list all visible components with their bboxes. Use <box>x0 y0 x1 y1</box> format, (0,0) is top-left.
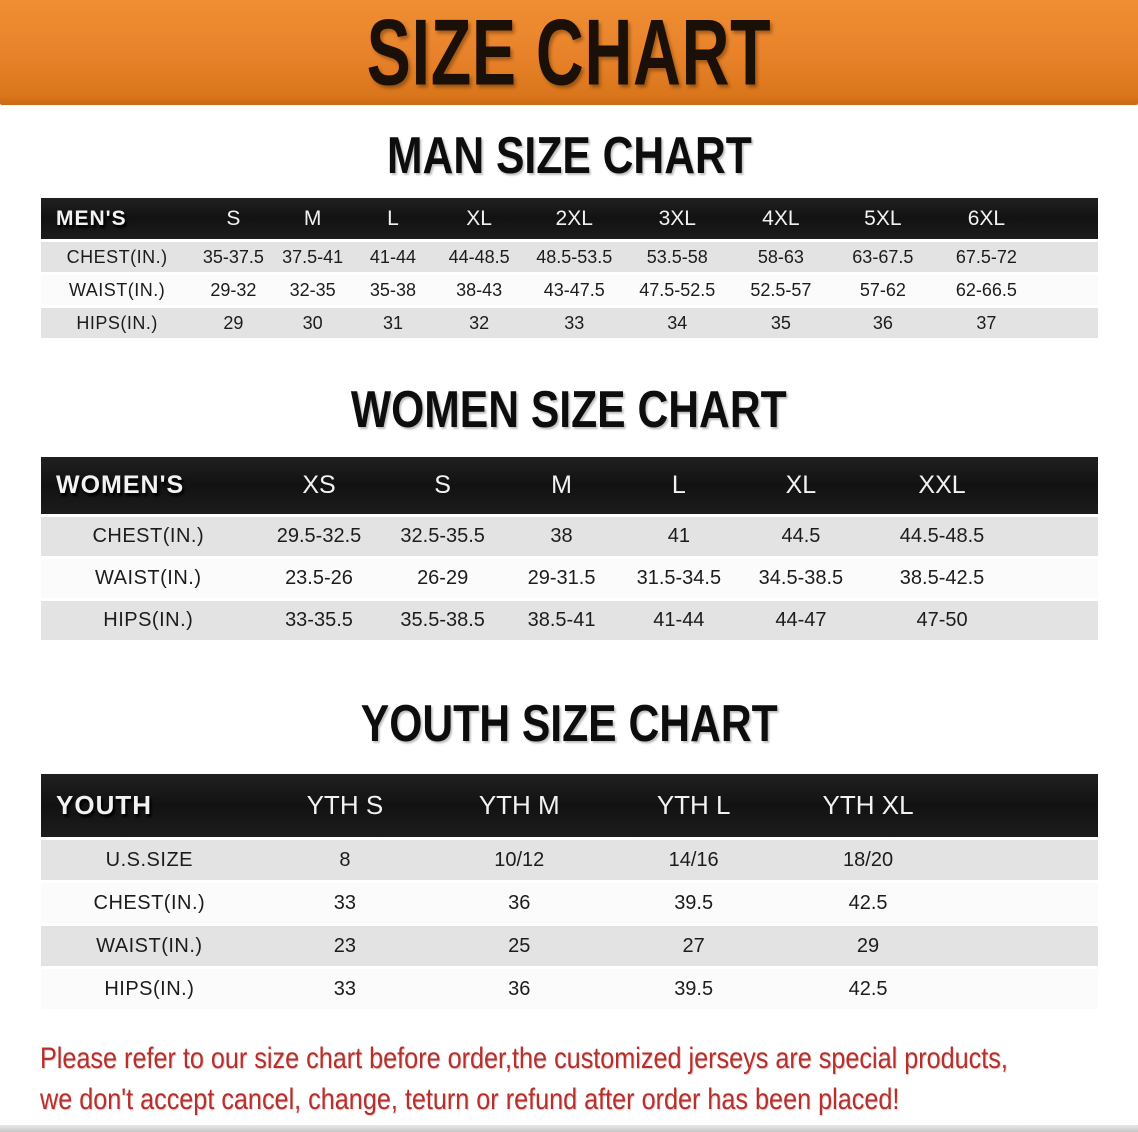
men-section-heading-text: MAN SIZE CHART <box>386 127 752 185</box>
men-col-header: L <box>352 198 434 242</box>
size-value: 39.5 <box>606 969 780 1012</box>
size-value: 37.5-41 <box>274 242 352 275</box>
men-col-header: 4XL <box>730 198 831 242</box>
youth-section-heading <box>0 695 1138 753</box>
women-col-header: XXL <box>864 457 1019 517</box>
size-value: 36 <box>832 308 935 341</box>
men-col-header: 3XL <box>624 198 730 242</box>
size-value: 42.5 <box>781 883 955 926</box>
size-value: 47.5-52.5 <box>624 275 730 308</box>
row-label: WAIST(IN.) <box>41 926 258 969</box>
women-section-heading-text: WOMEN SIZE CHART <box>351 381 787 439</box>
size-value: 37 <box>934 308 1039 341</box>
size-value: 29 <box>193 308 273 341</box>
row-spacer <box>955 883 1098 926</box>
table-row <box>41 308 1098 341</box>
size-value: 33-35.5 <box>256 601 383 643</box>
size-value: 41 <box>620 517 737 559</box>
size-value: 44-48.5 <box>434 242 524 275</box>
women-col-header: XS <box>256 457 383 517</box>
size-value: 33 <box>258 969 432 1012</box>
size-value: 47-50 <box>864 601 1019 643</box>
size-value: 62-66.5 <box>934 275 1039 308</box>
size-value: 29 <box>781 926 955 969</box>
youth-col-header: YTH S <box>258 774 432 840</box>
row-label: CHEST(IN.) <box>41 242 193 275</box>
banner-title: SIZE CHART <box>366 0 772 105</box>
women-col-header: M <box>503 457 620 517</box>
women-size-table-wrap <box>41 457 1098 643</box>
header-spacer <box>955 774 1098 840</box>
youth-header-row <box>41 774 1098 840</box>
size-value: 38.5-42.5 <box>864 559 1019 601</box>
size-value: 38 <box>503 517 620 559</box>
disclaimer-line-2: we don't accept cancel, change, teturn or refund after order has been placed! <box>40 1083 900 1116</box>
youth-col-header: YTH L <box>606 774 780 840</box>
row-label: CHEST(IN.) <box>41 517 256 559</box>
size-value: 41-44 <box>620 601 737 643</box>
men-col-header: S <box>193 198 273 242</box>
youth-size-table-wrap <box>41 774 1098 1012</box>
size-value: 38-43 <box>434 275 524 308</box>
size-value: 41-44 <box>352 242 434 275</box>
table-row <box>41 926 1098 969</box>
header-spacer <box>1039 198 1098 242</box>
size-value: 36 <box>432 883 606 926</box>
size-value: 32-35 <box>274 275 352 308</box>
table-row <box>41 840 1098 883</box>
size-value: 14/16 <box>606 840 780 883</box>
size-value: 26-29 <box>382 559 502 601</box>
size-value: 58-63 <box>730 242 831 275</box>
size-chart-banner <box>0 0 1138 105</box>
men-col-header: XL <box>434 198 524 242</box>
men-size-table <box>41 198 1098 341</box>
row-spacer <box>955 926 1098 969</box>
size-value: 32 <box>434 308 524 341</box>
size-value: 23.5-26 <box>256 559 383 601</box>
table-row <box>41 559 1098 601</box>
size-value: 44.5 <box>738 517 865 559</box>
size-value: 32.5-35.5 <box>382 517 502 559</box>
men-col-header: 5XL <box>832 198 935 242</box>
row-label: U.S.SIZE <box>41 840 258 883</box>
row-spacer <box>1020 517 1098 559</box>
youth-corner-label: YOUTH <box>41 774 258 840</box>
size-value: 35.5-38.5 <box>382 601 502 643</box>
size-value: 33 <box>258 883 432 926</box>
size-value: 30 <box>274 308 352 341</box>
youth-col-header: YTH XL <box>781 774 955 840</box>
size-value: 33 <box>524 308 624 341</box>
row-label: HIPS(IN.) <box>41 308 193 341</box>
row-label: HIPS(IN.) <box>41 969 258 1012</box>
size-value: 35-37.5 <box>193 242 273 275</box>
women-section-heading <box>0 381 1138 439</box>
size-value: 53.5-58 <box>624 242 730 275</box>
size-value: 29-31.5 <box>503 559 620 601</box>
men-section-heading <box>0 127 1138 185</box>
row-label: WAIST(IN.) <box>41 275 193 308</box>
women-size-table <box>41 457 1098 643</box>
bottom-edge-strip <box>0 1125 1138 1132</box>
women-corner-label: WOMEN'S <box>41 457 256 517</box>
women-col-header: L <box>620 457 737 517</box>
row-spacer <box>1039 242 1098 275</box>
table-row <box>41 517 1098 559</box>
disclaimer-line-1: Please refer to our size chart before order,the customized jerseys are special products, <box>40 1042 1008 1075</box>
men-col-header: 2XL <box>524 198 624 242</box>
size-value: 27 <box>606 926 780 969</box>
table-row <box>41 883 1098 926</box>
size-value: 34 <box>624 308 730 341</box>
table-row <box>41 601 1098 643</box>
size-value: 43-47.5 <box>524 275 624 308</box>
disclaimer-text <box>40 1038 1138 1120</box>
size-value: 36 <box>432 969 606 1012</box>
size-value: 31.5-34.5 <box>620 559 737 601</box>
men-size-table-wrap <box>41 198 1098 341</box>
row-spacer <box>955 969 1098 1012</box>
size-value: 35-38 <box>352 275 434 308</box>
men-col-header: M <box>274 198 352 242</box>
row-spacer <box>1020 601 1098 643</box>
size-value: 38.5-41 <box>503 601 620 643</box>
size-value: 44-47 <box>738 601 865 643</box>
row-label: HIPS(IN.) <box>41 601 256 643</box>
table-row <box>41 969 1098 1012</box>
men-corner-label: MEN'S <box>41 198 193 242</box>
size-value: 44.5-48.5 <box>864 517 1019 559</box>
size-value: 29-32 <box>193 275 273 308</box>
size-value: 52.5-57 <box>730 275 831 308</box>
size-value: 34.5-38.5 <box>738 559 865 601</box>
row-spacer <box>955 840 1098 883</box>
row-spacer <box>1039 275 1098 308</box>
size-value: 67.5-72 <box>934 242 1039 275</box>
women-col-header: S <box>382 457 502 517</box>
size-value: 48.5-53.5 <box>524 242 624 275</box>
size-value: 57-62 <box>832 275 935 308</box>
size-value: 10/12 <box>432 840 606 883</box>
size-value: 39.5 <box>606 883 780 926</box>
size-value: 18/20 <box>781 840 955 883</box>
row-spacer <box>1020 559 1098 601</box>
size-value: 8 <box>258 840 432 883</box>
youth-size-table <box>41 774 1098 1012</box>
size-value: 35 <box>730 308 831 341</box>
youth-section-heading-text: YOUTH SIZE CHART <box>360 695 778 753</box>
size-value: 31 <box>352 308 434 341</box>
size-value: 42.5 <box>781 969 955 1012</box>
table-row <box>41 242 1098 275</box>
women-col-header: XL <box>738 457 865 517</box>
size-value: 23 <box>258 926 432 969</box>
size-value: 25 <box>432 926 606 969</box>
women-header-row <box>41 457 1098 517</box>
row-label: WAIST(IN.) <box>41 559 256 601</box>
size-value: 29.5-32.5 <box>256 517 383 559</box>
men-col-header: 6XL <box>934 198 1039 242</box>
header-spacer <box>1020 457 1098 517</box>
row-label: CHEST(IN.) <box>41 883 258 926</box>
row-spacer <box>1039 308 1098 341</box>
men-header-row <box>41 198 1098 242</box>
youth-col-header: YTH M <box>432 774 606 840</box>
size-value: 63-67.5 <box>832 242 935 275</box>
table-row <box>41 275 1098 308</box>
